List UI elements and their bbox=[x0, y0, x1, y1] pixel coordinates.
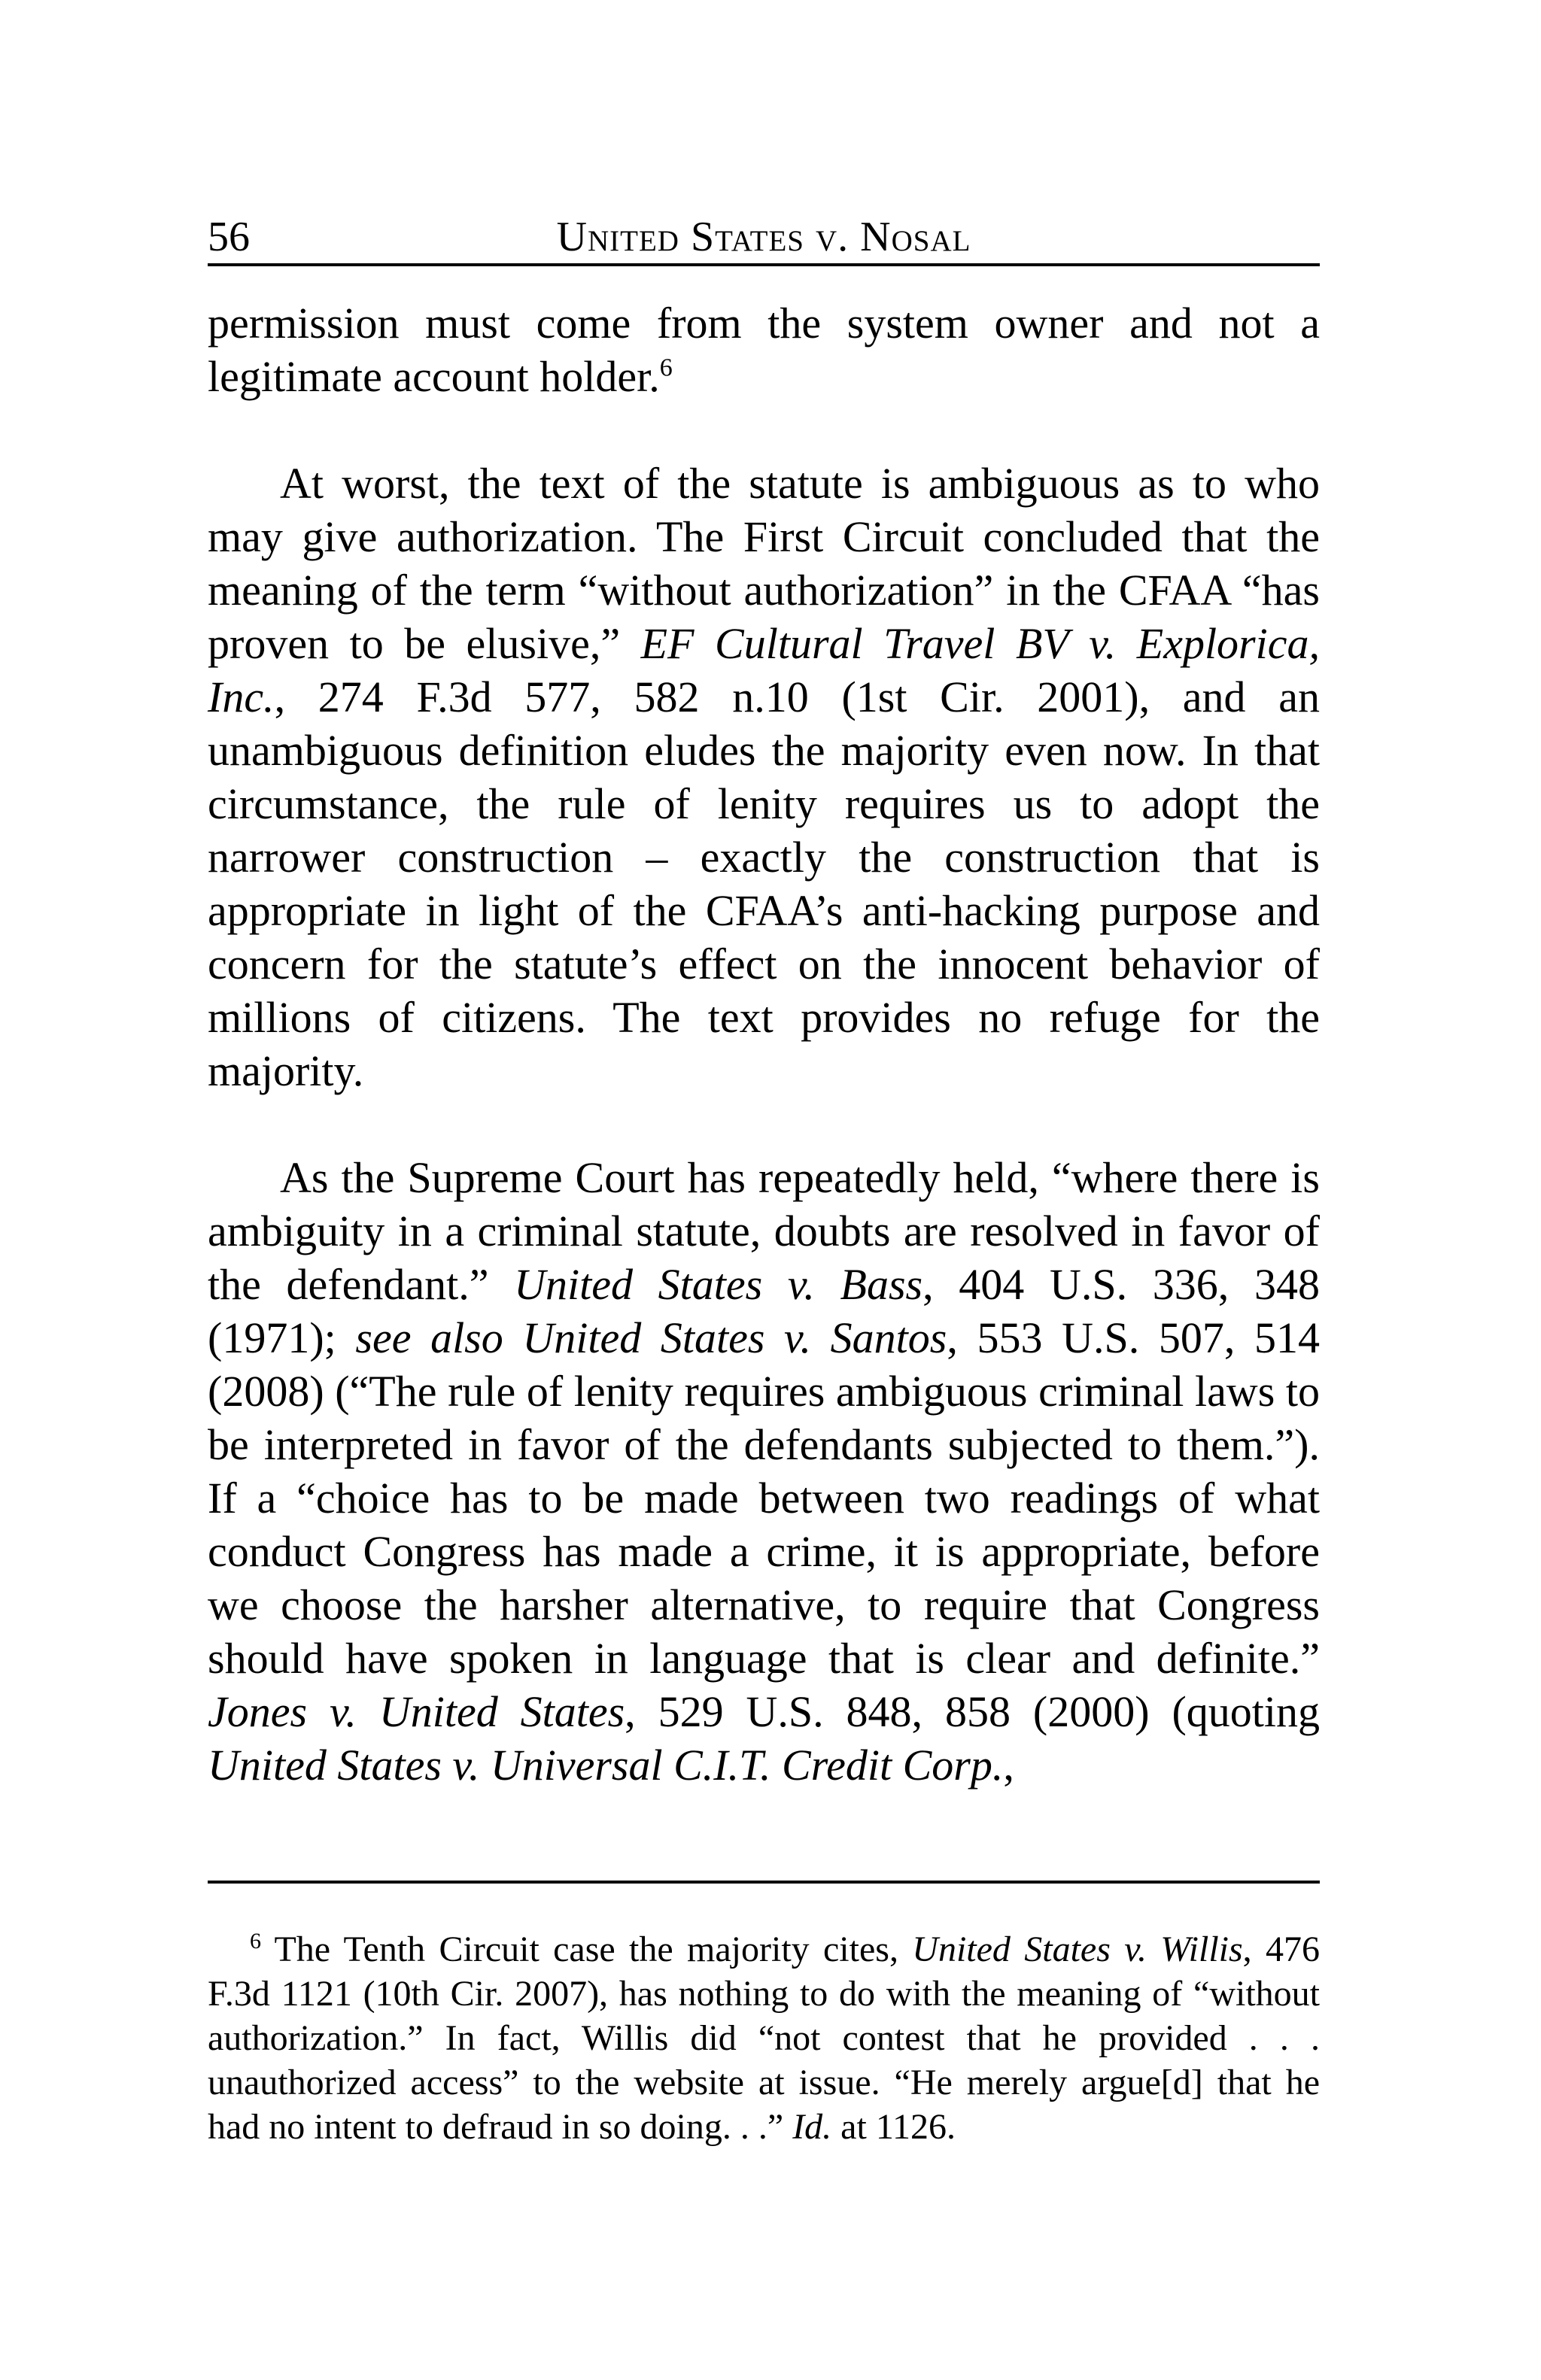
paragraph-3 bbox=[208, 1151, 1320, 1792]
paragraph-2 bbox=[208, 457, 1320, 1097]
running-title: United States v. Nosal bbox=[556, 214, 971, 260]
document-page bbox=[208, 211, 1321, 2147]
case-citation-bass: United States v. Bass bbox=[514, 1260, 923, 1309]
case-citation-universal-cit: United States v. Universal C.I.T. Credit Corp. bbox=[208, 1741, 1004, 1790]
body-text bbox=[208, 296, 1320, 1792]
page-header bbox=[208, 211, 1320, 266]
footnote-6 bbox=[208, 1927, 1320, 2149]
footnote-text-c: at 1126. bbox=[831, 2107, 956, 2147]
case-citation-jones: Jones v. United States bbox=[208, 1687, 625, 1736]
case-citation-willis: United States v. Willis bbox=[912, 1929, 1243, 1969]
paragraph-1 bbox=[208, 296, 1320, 403]
paragraph-3-text-c: , 553 U.S. 507, 514 (2008) (“The rule of lenity requires ambiguous criminal laws to be interpreted in favor of the defendants subjected to them.”). If a “choice has to be made between two readings of what conduct Congress has made a crime, it is appropriate, before we choose the harsher alternative, to require that Congress should have spoken in language that is clear and definite.” bbox=[208, 1313, 1320, 1683]
footnote-divider bbox=[208, 1881, 1320, 1884]
paragraph-1-text: permission must come from the system owner and not a legitimate account holder. bbox=[208, 299, 1320, 401]
footnote-reference-6[interactable]: 6 bbox=[659, 354, 673, 382]
footnote-text-a: The Tenth Circuit case the majority cites, bbox=[261, 1929, 913, 1969]
citation-id: Id. bbox=[792, 2107, 832, 2147]
paragraph-3-text-e: , bbox=[1003, 1741, 1014, 1790]
paragraph-3-text-b: , 404 U.S. 336, 348 (1971); bbox=[208, 1260, 1320, 1362]
page-number: 56 bbox=[208, 214, 250, 260]
footnote-text-b: , 476 F.3d 1121 (10th Cir. 2007), has nothing to do with the meaning of “without authorization.” In fact, Willis did “not contest that he provided . . . unauthorized access” to the website at issue. “He merely argue[d] that he had no intent to defraud in so doing. . .” bbox=[208, 1929, 1321, 2147]
paragraph-2-text-a: At worst, the text of the statute is ambiguous as to who may give authorization. The First Circuit concluded that the meaning of the term “without authorization” in the CFAA “has proven to be elusive,” bbox=[208, 459, 1320, 668]
paragraph-3-text-d: , 529 U.S. 848, 858 (2000) (quoting bbox=[625, 1687, 1320, 1736]
paragraph-3-text-a: As the Supreme Court has repeatedly held, “where there is ambiguity in a criminal statute, doubts are resolved in favor of the defendant.” bbox=[208, 1153, 1320, 1309]
footnote-number: 6 bbox=[250, 1929, 261, 1953]
case-citation-santos: see also United States v. Santos bbox=[355, 1313, 947, 1362]
paragraph-2-text-b: , 274 F.3d 577, 582 n.10 (1st Cir. 2001), and an unambiguous definition eludes the majority even now. In that circumstance, the rule of lenity requires us to adopt the narrower construction – exactly the construction that is appropriate in light of the CFAA’s anti-hacking purpose and concern for the statute’s effect on the innocent behavior of millions of citizens. The text provides no refuge for the majority. bbox=[208, 672, 1320, 1095]
case-citation-ef-cultural: EF Cultural Travel BV v. Explorica, Inc. bbox=[208, 619, 1320, 721]
